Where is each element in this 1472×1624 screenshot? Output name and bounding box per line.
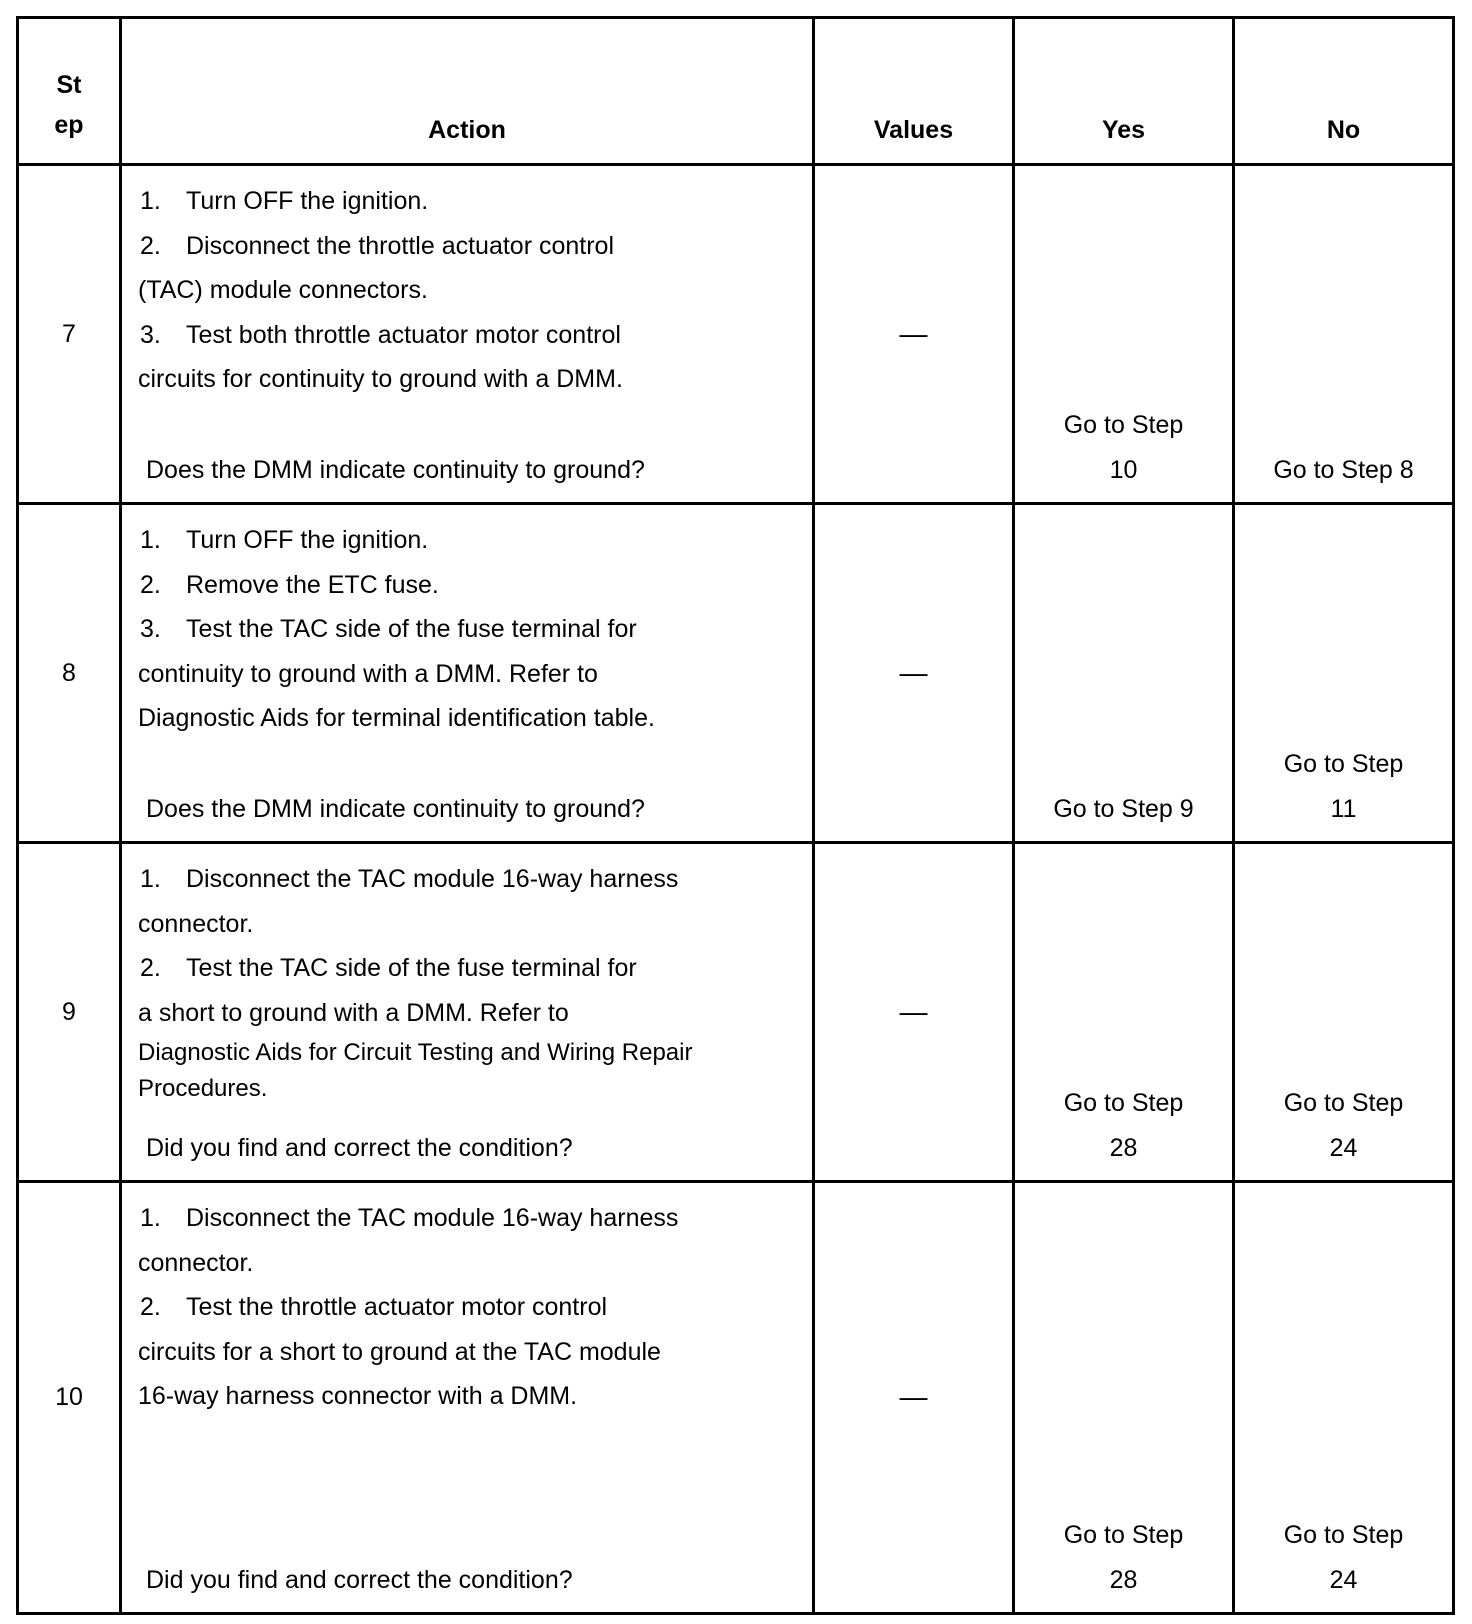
action-line: 1. Disconnect the TAC module 16-way harness (140, 1204, 679, 1232)
action-line: 2. Test the throttle actuator motor control (140, 1293, 608, 1321)
action-line: 16-way harness connector with a DMM. (138, 1382, 578, 1410)
yes-cell: Go to Step 28 (1014, 843, 1234, 1182)
action-question: Did you find and correct the condition? (146, 1133, 573, 1162)
action-line: connector. (138, 909, 254, 938)
action-question: Does the DMM indicate continuity to ground? (146, 455, 645, 484)
header-no: No (1234, 18, 1454, 165)
action-line: Procedures. (138, 1075, 268, 1102)
step-number: 10 (18, 1182, 121, 1614)
values-cell: — (814, 1182, 1014, 1614)
values-cell: — (814, 843, 1014, 1182)
step-number: 9 (18, 843, 121, 1182)
action-line: 2. Remove the ETC fuse. (140, 570, 439, 599)
header-step: St ep (18, 18, 121, 165)
action-cell (121, 504, 814, 843)
action-line: continuity to ground with a DMM. Refer to (138, 659, 598, 688)
table-row (18, 504, 1454, 843)
step-number: 7 (18, 165, 121, 504)
header-row (18, 18, 1454, 165)
header-yes: Yes (1014, 18, 1234, 165)
action-cell (121, 1182, 814, 1614)
action-line: circuits for continuity to ground with a DMM. (138, 365, 623, 393)
action-cell (121, 165, 814, 504)
action-line: 3. Test both throttle actuator motor control (140, 320, 621, 349)
action-line: 3. Test the TAC side of the fuse terminal for (140, 615, 637, 643)
no-cell: Go to Step 11 (1234, 504, 1454, 843)
action-line: connector. (138, 1248, 254, 1277)
no-cell: Go to Step 8 (1234, 165, 1454, 504)
yes-cell: Go to Step 28 (1014, 1182, 1234, 1614)
step-number: 8 (18, 504, 121, 843)
table-row (18, 843, 1454, 1182)
action-line: circuits for a short to ground at the TAC module (138, 1337, 661, 1366)
action-line: 1. Disconnect the TAC module 16-way harness (140, 865, 679, 893)
table-row (18, 165, 1454, 504)
values-cell: — (814, 165, 1014, 504)
action-line: 2. Disconnect the throttle actuator control (140, 231, 615, 260)
header-action: Action (121, 18, 814, 165)
action-line: 2. Test the TAC side of the fuse terminal for (140, 954, 637, 982)
action-line: a short to ground with a DMM. Refer to (138, 998, 569, 1027)
action-line: Diagnostic Aids for Circuit Testing and Wiring Repair (138, 1039, 693, 1066)
action-cell (121, 843, 814, 1182)
action-question: Did you find and correct the condition? (146, 1565, 573, 1594)
yes-cell: Go to Step 10 (1014, 165, 1234, 504)
table-row (18, 1182, 1454, 1614)
action-line: (TAC) module connectors. (138, 276, 428, 304)
values-cell: — (814, 504, 1014, 843)
diagnostic-table (16, 16, 1455, 1615)
action-question: Does the DMM indicate continuity to ground? (146, 794, 645, 823)
yes-cell: Go to Step 9 (1014, 504, 1234, 843)
no-cell: Go to Step 24 (1234, 843, 1454, 1182)
action-line: 1. Turn OFF the ignition. (140, 187, 429, 215)
no-cell: Go to Step 24 (1234, 1182, 1454, 1614)
header-values: Values (814, 18, 1014, 165)
action-line: Diagnostic Aids for terminal identification table. (138, 704, 655, 732)
action-line: 1. Turn OFF the ignition. (140, 526, 429, 554)
